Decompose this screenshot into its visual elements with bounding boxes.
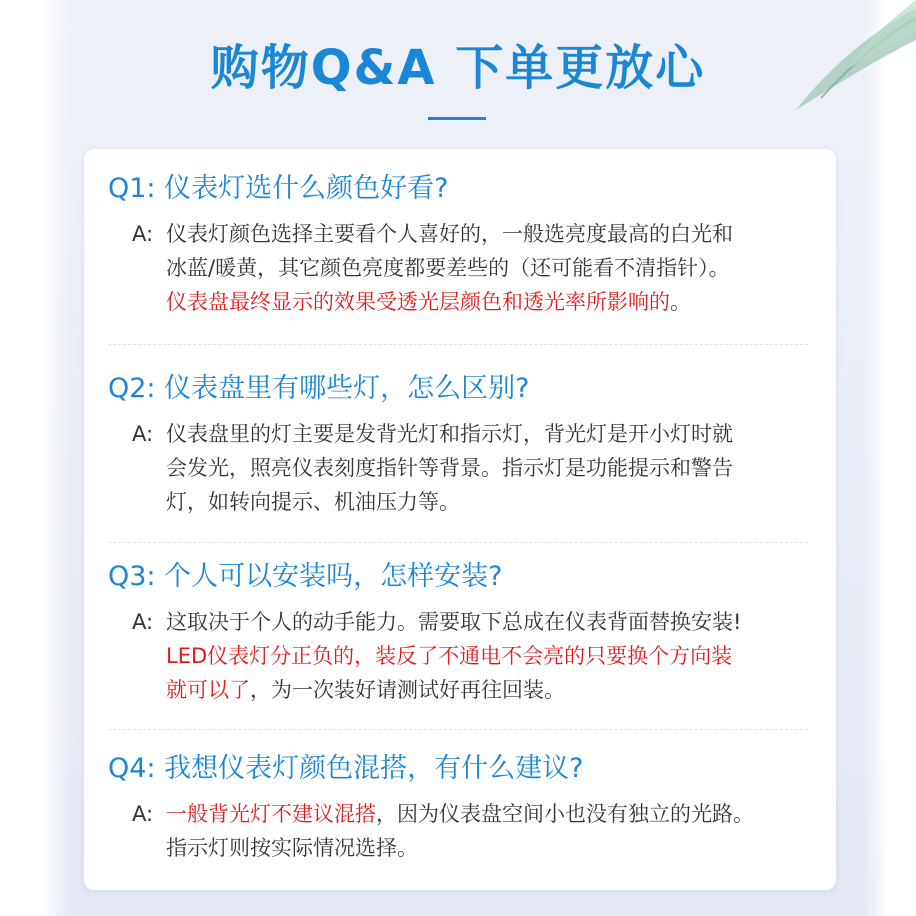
answer-text [166, 417, 828, 519]
answer-label: A: [132, 222, 154, 246]
qa-card [84, 149, 836, 890]
answer-line [166, 797, 828, 831]
page-title: 购物Q&A 下单更放心 [210, 40, 706, 96]
answer-label: A: [132, 802, 154, 826]
divider [108, 542, 808, 543]
answer-text [166, 797, 828, 865]
answer-segment: 灯，如转向提示、机油压力等。 [166, 490, 460, 514]
answer-segment: 这取决于个人的动手能力。需要取下总成在仪表背面替换安装! [166, 610, 742, 634]
answer-line [166, 251, 828, 285]
answer-segment: 冰蓝/暖黄，其它颜色亮度都要差些的（还可能看不清指针）。 [166, 256, 730, 280]
answer-segment: 仪表灯颜色选择主要看个人喜好的，一般选亮度最高的白光和 [166, 222, 733, 246]
answer-label: A: [132, 422, 154, 446]
answer-line [166, 831, 828, 865]
qa-item-3 [108, 559, 828, 707]
answer-line [166, 485, 828, 519]
title-underline [428, 117, 486, 120]
question: Q4: 我想仪表灯颜色混搭，有什么建议? [108, 753, 584, 784]
answer-label: A: [132, 610, 154, 634]
answer [108, 605, 828, 707]
answer-line [166, 451, 828, 485]
answer-line [166, 285, 828, 319]
answer [108, 217, 828, 319]
answer-line [166, 639, 828, 673]
question: Q2: 仪表盘里有哪些灯，怎么区别? [108, 373, 530, 404]
qa-item-2 [108, 371, 828, 519]
highlight-text: 就可以了 [166, 678, 250, 702]
divider [108, 729, 808, 730]
answer [108, 797, 828, 865]
answer-line [166, 605, 828, 639]
answer-segment: 指示灯则按实际情况选择。 [166, 836, 418, 860]
answer-line [166, 217, 828, 251]
answer [108, 417, 828, 519]
answer-segment: ，因为仪表盘空间小也没有独立的光路。 [376, 802, 754, 826]
answer-segment: 会发光，照亮仪表刻度指针等背景。指示灯是功能提示和警告 [166, 456, 733, 480]
answer-line [166, 673, 828, 707]
qa-item-1 [108, 171, 828, 319]
right-border-band [864, 0, 916, 916]
divider [108, 344, 808, 345]
answer-line [166, 417, 828, 451]
highlight-text: 一般背光灯不建议混搭 [166, 802, 376, 826]
highlight-text: LED仪表灯分正负的，装反了不通电不会亮的只要换个方向装 [166, 644, 733, 668]
qa-item-4 [108, 751, 828, 865]
left-border-band [0, 0, 70, 916]
answer-segment: 。 [670, 290, 691, 314]
question: Q1: 仪表灯选什么颜色好看? [108, 173, 449, 204]
answer-text [166, 217, 828, 319]
answer-segment: ，为一次装好请测试好再往回装。 [250, 678, 565, 702]
answer-text [166, 605, 828, 707]
highlight-text: 仪表盘最终显示的效果受透光层颜色和透光率所影响的 [166, 290, 670, 314]
answer-segment: 仪表盘里的灯主要是发背光灯和指示灯，背光灯是开小灯时就 [166, 422, 733, 446]
question: Q3: 个人可以安装吗，怎样安装? [108, 561, 503, 592]
